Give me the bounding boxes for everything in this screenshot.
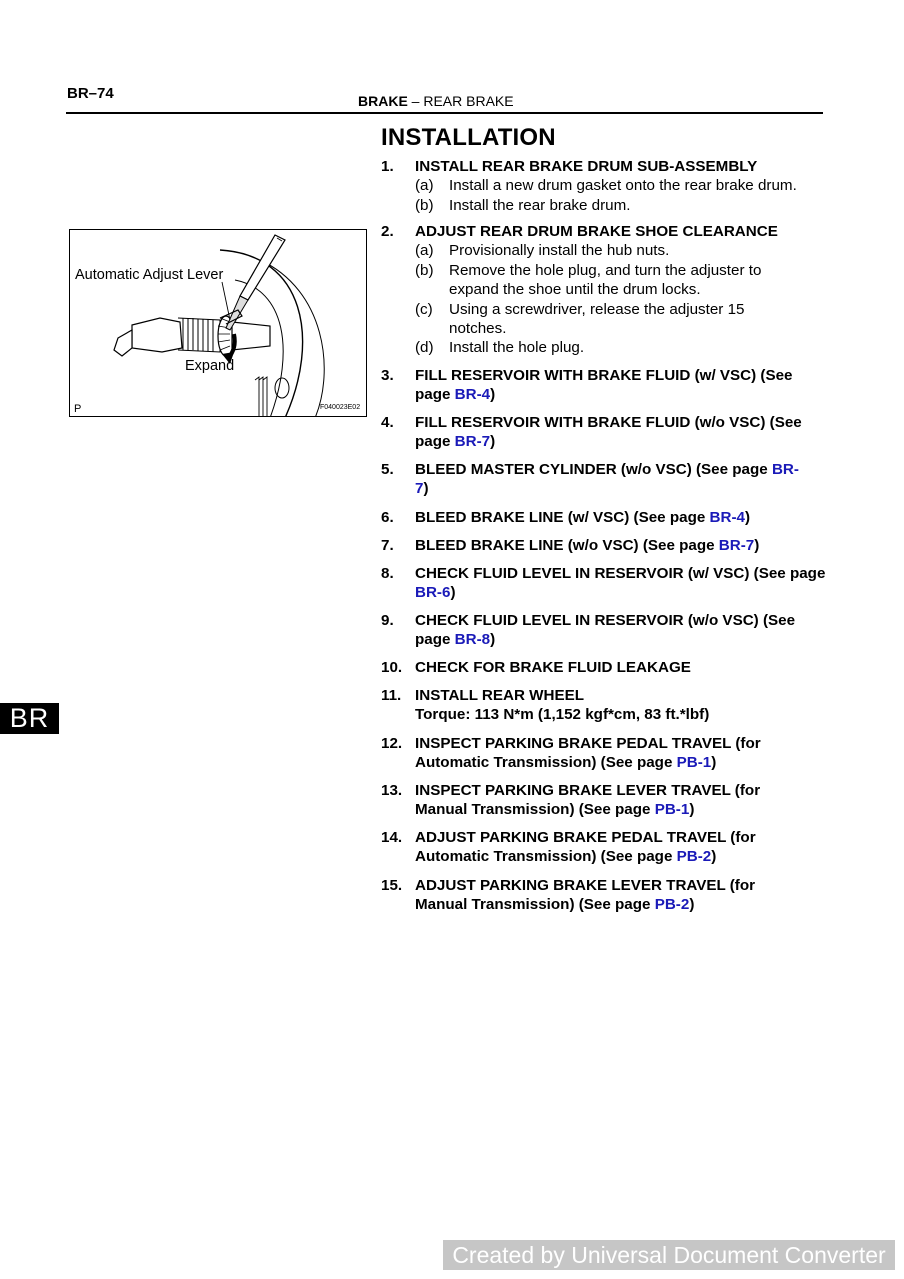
- step-title-end: ): [689, 801, 695, 819]
- adjuster-drawing: [70, 230, 367, 417]
- step-title: CHECK FLUID LEVEL IN RESERVOIR (w/o VSC) (See page: [415, 612, 796, 649]
- running-header: [358, 93, 514, 109]
- step-title: FILL RESERVOIR WITH BRAKE FLUID (w/ VSC) (See page: [415, 367, 793, 404]
- step-15: [381, 876, 831, 915]
- substep-text: Using a screwdriver, release the adjuster 15 notches.: [449, 300, 745, 338]
- step-8: [381, 564, 831, 603]
- page-link[interactable]: BR-7: [454, 433, 491, 451]
- header-subsection: REAR BRAKE: [423, 93, 514, 109]
- step-7: [381, 536, 831, 555]
- substep-2c: [415, 300, 785, 339]
- step-title: FILL RESERVOIR WITH BRAKE FLUID (w/o VSC) (See page: [415, 414, 802, 451]
- step-number: 6.: [381, 509, 394, 526]
- step-title-end: ): [744, 509, 751, 526]
- figure-label-expand: Expand: [185, 358, 235, 374]
- step-title: INSTALL REAR BRAKE DRUM SUB-ASSEMBLY: [415, 158, 758, 175]
- substep-label: (b): [415, 196, 434, 214]
- substep-label: (d): [415, 339, 434, 357]
- substep-text: Install a new drum gasket onto the rear brake drum.: [449, 177, 797, 195]
- step-number: 2.: [381, 223, 394, 240]
- step-title: BLEED MASTER CYLINDER (w/o VSC) (See page: [415, 461, 772, 478]
- step-number: 12.: [381, 735, 403, 752]
- page-link[interactable]: BR-4: [709, 509, 745, 526]
- substep-text: Provisionally install the hub nuts.: [449, 242, 670, 260]
- section-tab: BR: [0, 703, 59, 734]
- page-link[interactable]: BR-4: [454, 386, 491, 404]
- step-title: CHECK FOR BRAKE FLUID LEAKAGE: [415, 659, 691, 676]
- step-13: [381, 781, 831, 820]
- step-title: BLEED BRAKE LINE (w/o VSC) (See page: [415, 537, 719, 554]
- step-title: INSPECT PARKING BRAKE LEVER TRAVEL (for Manual Transmission) (See page: [415, 782, 761, 819]
- step-number: 14.: [381, 829, 403, 846]
- substep-text: Install the rear brake drum.: [449, 196, 631, 214]
- step-title-end: ): [450, 584, 456, 602]
- page-link[interactable]: BR-7: [415, 461, 799, 498]
- substep-2a: [415, 241, 831, 260]
- page-link[interactable]: PB-2: [654, 896, 690, 914]
- step-title: ADJUST REAR DRUM BRAKE SHOE CLEARANCE: [415, 223, 778, 240]
- step-title-end: ): [689, 896, 695, 914]
- substep-2d: [415, 338, 831, 357]
- substep-label: (a): [415, 242, 434, 260]
- step-number: 7.: [381, 537, 394, 554]
- page-link[interactable]: PB-1: [654, 801, 690, 819]
- step-title: INSTALL REAR WHEEL: [415, 687, 585, 704]
- page-link[interactable]: PB-2: [676, 848, 712, 866]
- substep-label: (a): [415, 177, 434, 195]
- step-number: 10.: [381, 659, 403, 676]
- torque-spec: Torque: 113 N*m (1,152 kgf*cm, 83 ft.*lbf): [415, 706, 710, 724]
- header-separator: –: [411, 93, 420, 109]
- step-number: 8.: [381, 565, 394, 582]
- figure-code: F040023E02: [320, 404, 361, 411]
- step-1: [381, 157, 831, 215]
- step-title: BLEED BRAKE LINE (w/ VSC) (See page: [415, 509, 710, 526]
- page-number: BR–74: [67, 85, 114, 102]
- step-title-end: ): [490, 631, 496, 649]
- step-title-end: ): [711, 848, 717, 866]
- page-link[interactable]: BR-7: [718, 537, 755, 554]
- brake-adjuster-illustration: [69, 229, 367, 417]
- step-number: 15.: [381, 877, 403, 894]
- step-title-end: ): [754, 537, 760, 554]
- step-5: [381, 460, 831, 499]
- step-number: 9.: [381, 612, 394, 629]
- substep-1a: [415, 176, 831, 195]
- substep-label: (b): [415, 261, 434, 279]
- step-2: [381, 222, 831, 358]
- page-link[interactable]: BR-8: [454, 631, 491, 649]
- substep-1b: [415, 196, 831, 215]
- step-title: INSPECT PARKING BRAKE PEDAL TRAVEL (for Automatic Transmission) (See page: [415, 735, 761, 772]
- step-14: [381, 828, 831, 867]
- step-6: [381, 508, 831, 527]
- substep-text: Install the hole plug.: [449, 339, 585, 357]
- page-link[interactable]: PB-1: [676, 754, 712, 772]
- step-number: 11.: [381, 687, 402, 704]
- step-title-end: ): [490, 386, 496, 404]
- step-number: 5.: [381, 461, 394, 478]
- step-11: [381, 686, 831, 725]
- step-title: ADJUST PARKING BRAKE LEVER TRAVEL (for Manual Transmission) (See page: [415, 877, 756, 914]
- step-number: 3.: [381, 367, 394, 384]
- figure-corner-mark: P: [74, 403, 82, 415]
- step-title: CHECK FLUID LEVEL IN RESERVOIR (w/ VSC) (See page: [415, 565, 826, 582]
- step-12: [381, 734, 831, 773]
- step-4: [381, 413, 831, 452]
- step-title-end: ): [711, 754, 717, 772]
- figure-label-lever: Automatic Adjust Lever: [75, 267, 224, 283]
- substep-text: Remove the hole plug, and turn the adjuster to expand the shoe until the drum locks.: [449, 261, 762, 299]
- watermark: Created by Universal Document Converter: [443, 1240, 895, 1270]
- step-title-end: ): [490, 433, 496, 451]
- step-title-end: ): [423, 480, 429, 498]
- step-3: [381, 366, 831, 405]
- step-number: 1.: [381, 158, 394, 175]
- substep-2b: [415, 261, 797, 300]
- step-title: ADJUST PARKING BRAKE PEDAL TRAVEL (for Automatic Transmission) (See page: [415, 829, 756, 866]
- substep-label: (c): [415, 300, 433, 318]
- step-10: [381, 658, 831, 677]
- section-title: INSTALLATION: [381, 124, 556, 151]
- step-number: 4.: [381, 414, 394, 431]
- header-rule: [66, 112, 823, 114]
- step-9: [381, 611, 831, 650]
- header-section: BRAKE: [358, 93, 408, 109]
- page-link[interactable]: BR-6: [415, 584, 451, 602]
- step-number: 13.: [381, 782, 403, 799]
